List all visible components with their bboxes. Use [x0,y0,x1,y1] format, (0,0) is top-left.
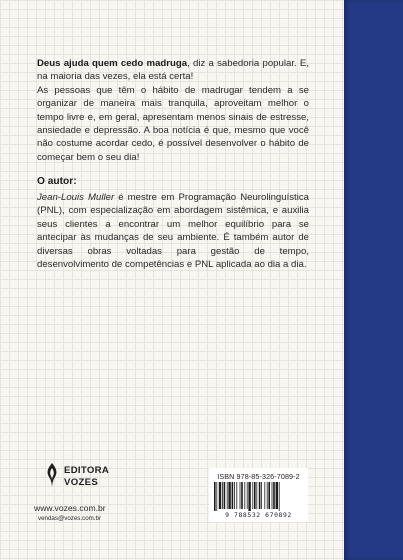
author-heading: O autor: [37,176,77,187]
author-name: Jean-Louis Muller [37,192,115,203]
blurb-text [37,57,309,164]
barcode-label [209,468,308,522]
publisher-email: vendas@vozes.com.br [38,515,102,522]
publisher-name-line1: EDITORA [64,465,110,476]
publisher-logo [44,460,134,496]
blurb-lead-rest: , diz a sabedoria popular. E, na maioria das vezes, ela está certa! [37,58,309,83]
flame-leaf-icon [44,462,60,488]
cover-spine-band [344,0,403,560]
blurb-lead-bold: Deus ajuda quem cedo madruga [37,58,188,69]
publisher-name-line2: VOZES [64,477,99,488]
publisher-website: www.vozes.com.br [34,503,106,513]
isbn-text: ISBN 978-85-326-7089-2 [217,472,300,481]
author-bio-text: é mestre em Programação Neurolinguística (PNL), com especialização em abordagem sistêmica, e auxilia seus clientes a encontrar um melhor equilíbrio para se antecipar às mudanças de seu ambiente. É também autor de diversas obras voltadas para gestão de tempo, desenvolvimento de competências e PNL aplicada ao dia a dia. [37,192,309,271]
blurb-body: As pessoas que têm o hábito de madrugar tendem a se organizar de maneira mais tranquila, aproveitam melhor o tempo livre e, em geral, apresentam menos sinais de estresse, ansiedade e depressão. A boa notícia é que, mesmo que você não costume acordar cedo, é possível desenvolver o hábito de começar bem o seu dia! [37,84,309,163]
author-bio [37,191,309,271]
barcode-bars [214,482,303,511]
barcode-digits: 9 788532 670892 [225,511,292,519]
